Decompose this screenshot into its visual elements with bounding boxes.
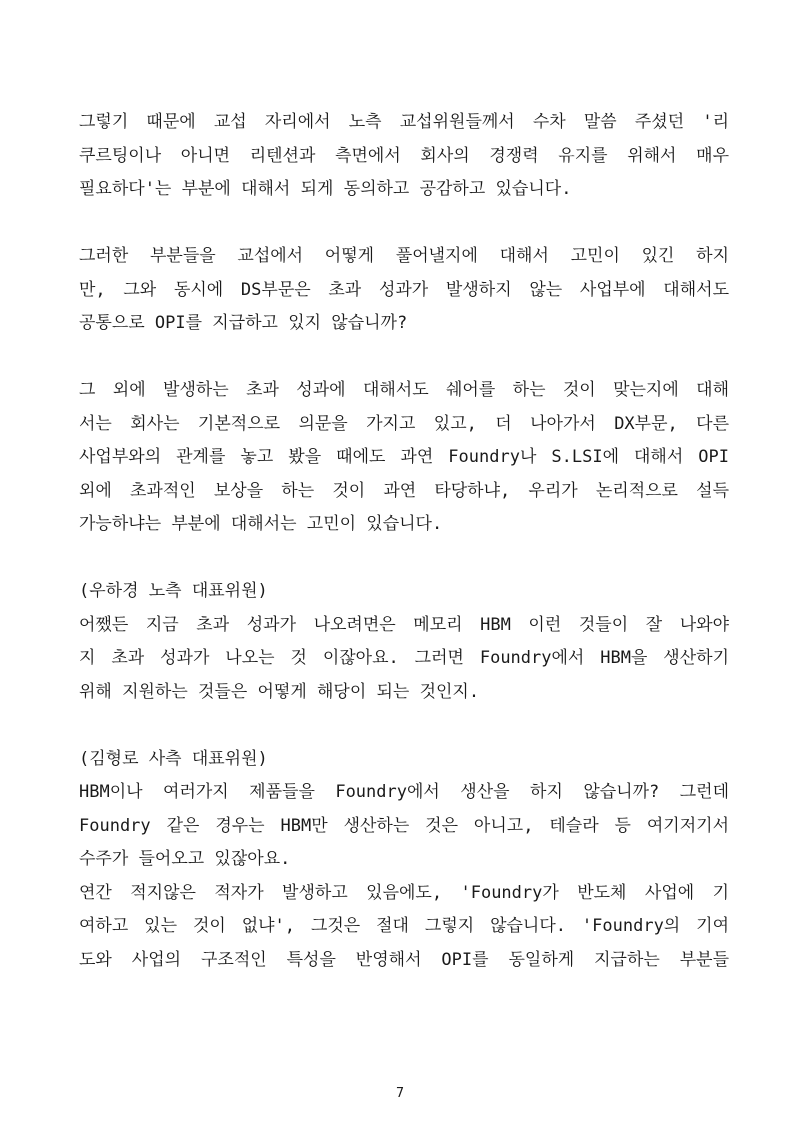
- paragraph-gap: [79, 542, 729, 576]
- paragraph-line: 그렇기 때문에 교섭 자리에서 노측 교섭위원들께서 수차 말씀 주셨던 '리: [79, 112, 729, 132]
- paragraph-line: 사업부와의 관계를 놓고 봤을 때에도 과연 Foundry나 S.LSI에 대해서 OPI: [79, 447, 729, 467]
- paragraph-line: 그 외에 발생하는 초과 성과에 대해서도 쉐어를 하는 것이 맞는지에 대해: [79, 380, 729, 400]
- paragraph-line: 서는 회사는 기본적으로 의문을 가지고 있고, 더 나아가서 DX부문, 다른: [79, 413, 729, 434]
- paragraph-gap: [79, 341, 729, 375]
- paragraph-line: 위해 지원하는 것들은 어떻게 해당이 되는 것인지.: [79, 681, 480, 702]
- page-number: 7: [395, 1086, 405, 1101]
- paragraph-line: 도와 사업의 구조적인 특성을 반영해서 OPI를 동일하게 지급하는 부분들: [79, 949, 729, 970]
- speaker-label: (우하경 노측 대표위원): [79, 581, 268, 601]
- speaker-label: (김형로 사측 대표위원): [79, 748, 268, 769]
- paragraph-line: Foundry 같은 경우는 HBM만 생산하는 것은 아니고, 테슬라 등 여기저기서: [79, 815, 729, 836]
- paragraph-line: 쿠르팅이나 아니면 리텐션과 측면에서 회사의 경쟁력 유지를 위해서 매우: [79, 145, 729, 166]
- paragraph-line: 연간 적지않은 적자가 발생하고 있음에도, 'Foundry가 반도체 사업에 기: [79, 882, 729, 903]
- paragraph-gap: [79, 709, 729, 743]
- paragraph-line: 어쨌든 지금 초과 성과가 나오려면은 메모리 HBM 이런 것들이 잘 나와야: [79, 614, 729, 635]
- paragraph-line: 가능하냐는 부분에 대해서는 고민이 있습니다.: [79, 514, 443, 534]
- paragraph-line: 여하고 있는 것이 없냐', 그것은 절대 그렇지 않습니다. 'Foundry의 기여: [79, 916, 729, 936]
- paragraph-line: 그러한 부분들을 교섭에서 어떻게 풀어낼지에 대해서 고민이 있긴 하지: [79, 246, 729, 266]
- document-body: [79, 106, 729, 977]
- paragraph-line: 외에 초과적인 보상을 하는 것이 과연 타당하냐, 우리가 논리적으로 설득: [79, 480, 729, 501]
- paragraph-line: 필요하다'는 부분에 대해서 되게 동의하고 공감하고 있습니다.: [79, 179, 572, 199]
- paragraph-line: HBM이나 여러가지 제품들을 Foundry에서 생산을 하지 않습니까? 그런데: [79, 782, 729, 802]
- paragraph-line: 공통으로 OPI를 지급하고 있지 않습니까?: [79, 313, 408, 333]
- paragraph-line: 지 초과 성과가 나오는 것 이잖아요. 그러면 Foundry에서 HBM을 생산하기: [79, 648, 729, 668]
- paragraph-line: 만, 그와 동시에 DS부문은 초과 성과가 발생하지 않는 사업부에 대해서도: [79, 279, 729, 300]
- paragraph-line: 수주가 들어오고 있잖아요.: [79, 849, 291, 869]
- paragraph-gap: [79, 207, 729, 241]
